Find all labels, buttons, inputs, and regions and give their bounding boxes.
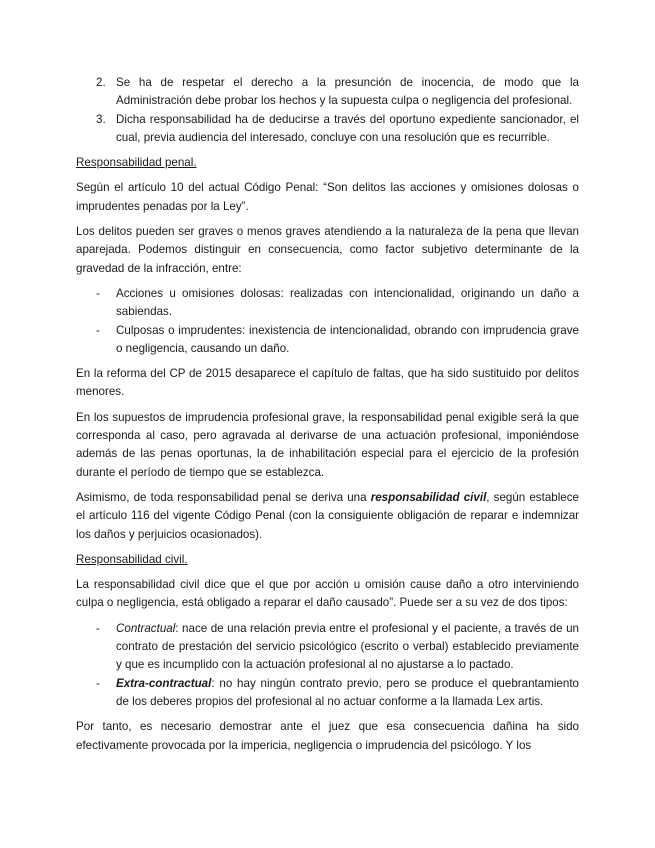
dash-bullet: - <box>96 676 100 690</box>
paragraph: La responsabilidad civil dice que el que por acción u omisión cause daño a otro interviniendo culpa o negligencia, está obligado a reparar el daño causado”. Puede ser a su vez de dos tipos: <box>76 578 579 610</box>
list-item-text: Se ha de respetar el derecho a la presunción de inocencia, de modo que la Administración debe probar los hechos y la supuesta culpa o negligencia del profesional. <box>116 76 579 108</box>
paragraph: En los supuestos de imprudencia profesional grave, la responsabilidad penal exigible será la que corresponda al caso, pero agravada al derivarse de una actuación profesional, imponiéndose además de las penas oportunas, la de inhabilitación especial para el ejercicio de la profesión durante el período de tiempo que se establezca. <box>76 410 579 479</box>
list-item-text: Culposas o imprudentes: inexistencia de intencionalidad, obrando con imprudencia grave o negligencia, causando un daño. <box>116 323 579 355</box>
list-item-term: Contractual <box>116 621 176 635</box>
list-item-text: : nace de una relación previa entre el profesional y el paciente, a través de un contrato de prestación del servicio psicológico (escrito o verbal) establecido previamente y que es incumplido con la actuación profesional al no ajustarse a lo pactado. <box>116 621 579 672</box>
list-item <box>76 675 579 712</box>
paragraph <box>76 489 579 544</box>
list-item <box>76 111 579 148</box>
paragraph: En la reforma del CP de 2015 desaparece el capítulo de faltas, que ha sido sustituido por delitos menores. <box>76 367 579 399</box>
list-number: 3. <box>96 112 106 126</box>
dash-bullet: - <box>96 286 100 300</box>
emphasis-text: responsabilidad civil <box>370 490 487 504</box>
numbered-list <box>76 74 579 147</box>
list-item-text: Acciones u omisiones dolosas: realizadas con intencionalidad, originando un daño a sabiendas. <box>116 286 579 319</box>
list-item-text: Dicha responsabilidad ha de deducirse a través del oportuno expediente sancionador, el cual, previa audiencia del interesado, concluye con una resolución que es recurrible. <box>116 112 579 144</box>
list-item <box>76 285 579 322</box>
list-item-term: Extra-contractual <box>116 676 212 690</box>
section-heading-penal: Responsabilidad penal. <box>76 156 197 170</box>
dash-bullet: - <box>96 621 100 635</box>
bullet-list <box>76 285 579 358</box>
list-number: 2. <box>96 76 106 89</box>
text-run: Asimismo, de toda responsabilidad penal se deriva una <box>76 490 371 504</box>
section-heading-civil: Responsabilidad civil. <box>76 552 188 566</box>
list-item <box>76 74 579 111</box>
bullet-list <box>76 620 579 711</box>
list-item <box>76 620 579 675</box>
document-page <box>76 74 579 762</box>
text-run: , según establece el artículo 116 del vigente Código Penal (con la consiguiente obligación de reparar e indemnizar los daños y perjuicios ocasionados). <box>76 490 579 541</box>
paragraph: Por tanto, es necesario demostrar ante el juez que esa consecuencia dañina ha sido efectivamente provocada por la impericia, negligencia o imprudencia del psicólogo. Y los <box>76 720 579 752</box>
dash-bullet: - <box>96 323 100 337</box>
list-item <box>76 322 579 359</box>
paragraph: Los delitos pueden ser graves o menos graves atendiendo a la naturaleza de la pena que llevan aparejada. Podemos distinguir en consecuencia, como factor subjetivo determinante de la gravedad de la infracción, entre: <box>76 225 579 275</box>
paragraph: Según el artículo 10 del actual Código Penal: “Son delitos las acciones y omisiones dolosas o imprudentes penadas por la Ley”. <box>76 181 579 213</box>
list-item-text: : no hay ningún contrato previo, pero se produce el quebrantamiento de los deberes propios del profesional al no actuar conforme a la llamada Lex artis. <box>116 676 579 708</box>
